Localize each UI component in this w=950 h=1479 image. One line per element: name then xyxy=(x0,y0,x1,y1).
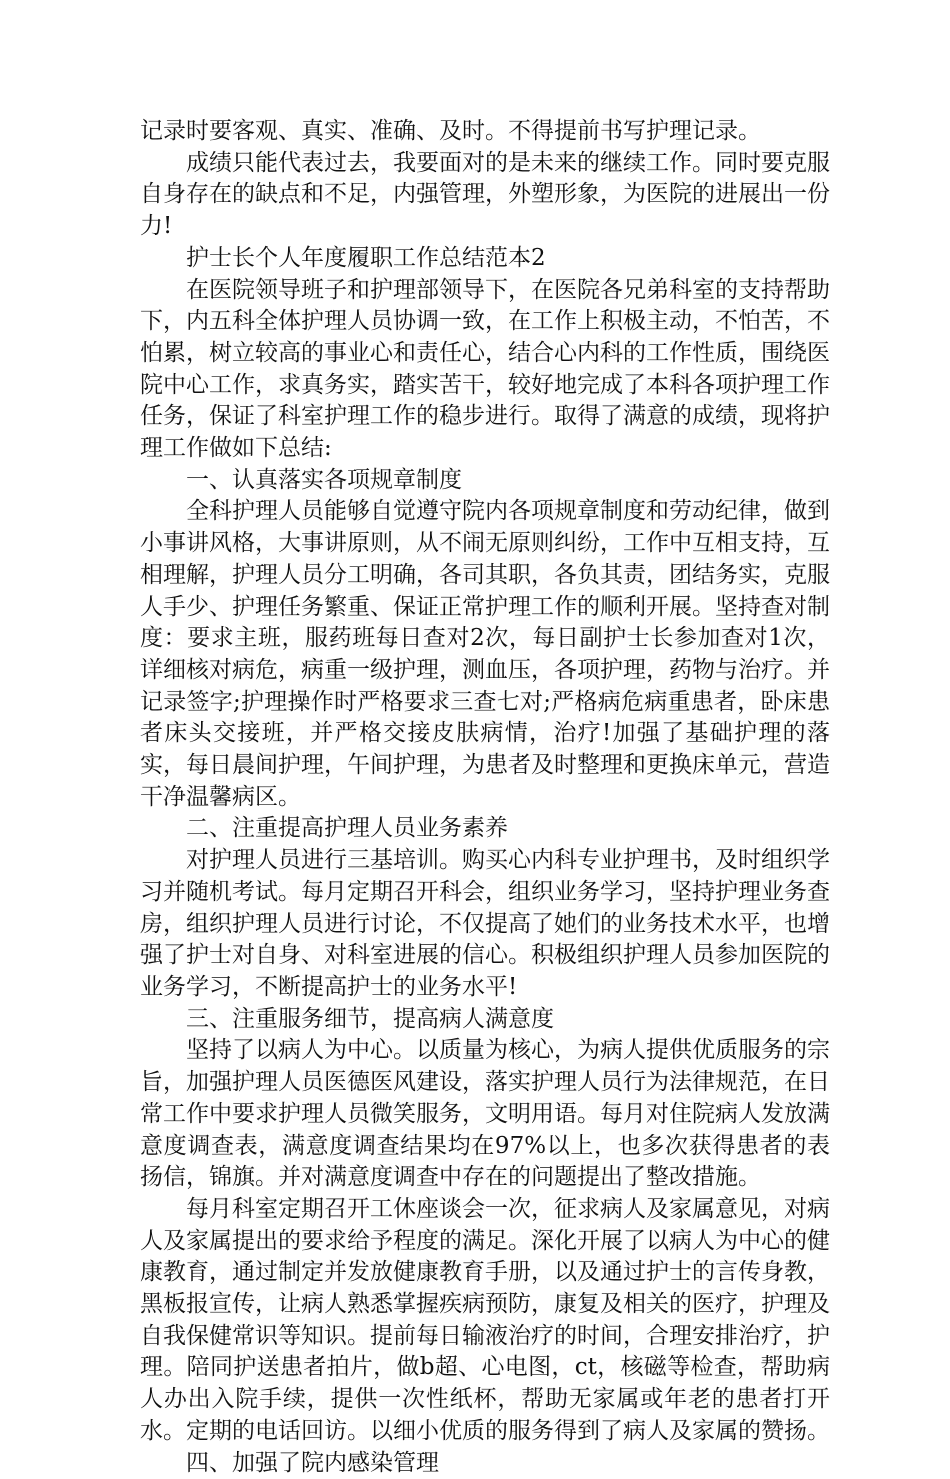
section-heading: 一、认真落实各项规章制度 xyxy=(186,466,462,493)
document-title: 护士长个人年度履职工作总结范本2 xyxy=(186,244,546,271)
paragraph: 在医院领导班子和护理部领导下，在医院各兄弟科室的支持帮助下，内五科全体护理人员协调一致，在工作上积极主动，不怕苦，不怕累，树立较高的事业心和责任心，结合心内科的工作性质，围绕医院中心工作，求真务实，踏实苦干，较好地完成了本科各项护理工作任务，保证了科室护理工作的稳步进行。取得了满意的成绩，现将护理工作做如下总结: xyxy=(140,276,830,462)
paragraph: 记录时要客观、真实、准确、及时。不得提前书写护理记录。 xyxy=(140,118,761,144)
section-heading: 四、加强了院内感染管理 xyxy=(186,1449,439,1476)
paragraph: 坚持了以病人为中心。以质量为核心，为病人提供优质服务的宗旨，加强护理人员医德医风建设，落实护理人员行为法律规范，在日常工作中要求护理人员微笑服务，文明用语。每月对住院病人发放满意度调查表，满意度调查结果均在97%以上，也多次获得患者的表扬信，锦旗。并对满意度调查中存在的问题提出了整改措施。 xyxy=(140,1037,830,1191)
paragraph: 全科护理人员能够自觉遵守院内各项规章制度和劳动纪律，做到小事讲风格，大事讲原则，从不闹无原则纠纷，工作中互相支持，互相理解，护理人员分工明确，各司其职，各负其责，团结务实，克服人手少、护理任务繁重、保证正常护理工作的顺利开展。坚持查对制度：要求主班，服药班每日查对2次，每日副护士长参加查对1次，详细核对病危，病重一级护理，测血压，各项护理，药物与治疗。并记录签字;护理操作时严格要求三查七对;严格病危病重患者，卧床患者床头交接班，并严格交接皮肤病情，治疗!加强了基础护理的落实，每日晨间护理，午间护理，为患者及时整理和更换床单元，营造干净温馨病区。 xyxy=(140,498,830,810)
document-body xyxy=(140,116,830,1479)
section-heading: 三、注重服务细节，提高病人满意度 xyxy=(186,1005,554,1032)
section-heading: 二、注重提高护理人员业务素养 xyxy=(186,815,508,842)
paragraph: 成绩只能代表过去，我要面对的是未来的继续工作。同时要克服自身存在的缺点和不足，内强管理，外塑形象，为医院的进展出一份力! xyxy=(140,149,830,240)
paragraph: 每月科室定期召开工休座谈会一次，征求病人及家属意见，对病人及家属提出的要求给予程度的满足。深化开展了以病人为中心的健康教育，通过制定并发放健康教育手册，以及通过护士的言传身教，黑板报宣传，让病人熟悉掌握疾病预防，康复及相关的医疗，护理及自我保健常识等知识。提前每日输液治疗的时间，合理安排治疗，护理。陪同护送患者拍片，做b超、心电图，ct，核磁等检查，帮助病人办出入院手续，提供一次性纸杯，帮助无家属或年老的患者打开水。定期的电话回访。以细小优质的服务得到了病人及家属的赞扬。 xyxy=(140,1195,830,1444)
paragraph: 对护理人员进行三基培训。购买心内科专业护理书，及时组织学习并随机考试。每月定期召开科会，组织业务学习，坚持护理业务查房，组织护理人员进行讨论，不仅提高了她们的业务技术水平，也增强了护士对自身、对科室进展的信心。积极组织护理人员参加医院的业务学习，不断提高护士的业务水平! xyxy=(140,847,830,1000)
